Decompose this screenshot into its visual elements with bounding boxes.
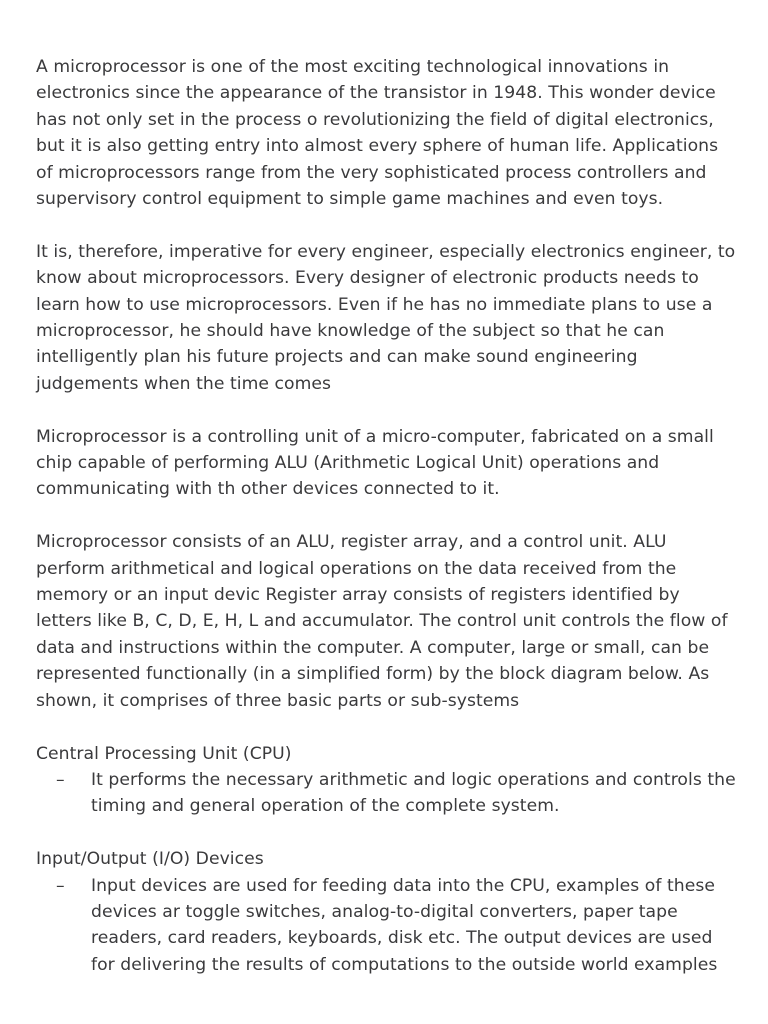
- document-body: [36, 54, 736, 1005]
- bullet-text-cpu: It performs the necessary arithmetic and logic operations and controls the timing and general operation of the complete system.: [91, 769, 736, 817]
- dash-bullet-icon: –: [56, 875, 65, 896]
- paragraph-components: Microprocessor consists of an ALU, register array, and a control unit. ALU perform arithmetical and logical operations on the data received from the memory or an input devic Register array consists of registers identified by letters like B, C, D, E, H, L and accumulator. The control unit controls the flow of data and instructions within the computer. A computer, large or small, can be represented functionally (in a simplified form) by the block diagram below. As shown, it comprises of three basic parts or sub-systems: [36, 532, 728, 711]
- dash-bullet-icon: –: [56, 769, 65, 790]
- bullet-text-io: Input devices are used for feeding data into the CPU, examples of these devices ar toggle switches, analog-to-digital converters, paper tape readers, card readers, keyboards, disk etc. The output devices are used for delivering the results of computations to the outside world examples: [91, 875, 718, 975]
- paragraph-importance: It is, therefore, imperative for every engineer, especially electronics engineer, to know about microprocessors. Every designer of electronic products needs to learn how to use microprocessors. Even if he has no immediate plans to use a microprocessor, he should have knowledge of the subject so that he can intelligently plan his future projects and can make sound engineering judgements when the time comes: [36, 241, 736, 394]
- section-heading-io: Input/Output (I/O) Devices: [36, 849, 264, 870]
- paragraph-intro: A microprocessor is one of the most exciting technological innovations in electronics since the appearance of the transistor in 1948. This wonder device has not only set in the process o revolutionizing the field of digital electronics, but it is also getting entry into almost every sphere of human life. Applications of microprocessors range from the very sophisticated process controllers and supervisory control equipment to simple game machines and even toys.: [36, 57, 719, 210]
- bullet-item-cpu: [36, 767, 736, 820]
- section-cpu: [36, 741, 736, 820]
- section-io-devices: [36, 846, 736, 978]
- paragraph-definition: Microprocessor is a controlling unit of a micro-computer, fabricated on a small chip capable of performing ALU (Arithmetic Logical Unit) operations and communicating with th other devices connected to it.: [36, 426, 714, 500]
- bullet-item-io: [36, 873, 736, 979]
- section-heading-cpu: Central Processing Unit (CPU): [36, 743, 292, 764]
